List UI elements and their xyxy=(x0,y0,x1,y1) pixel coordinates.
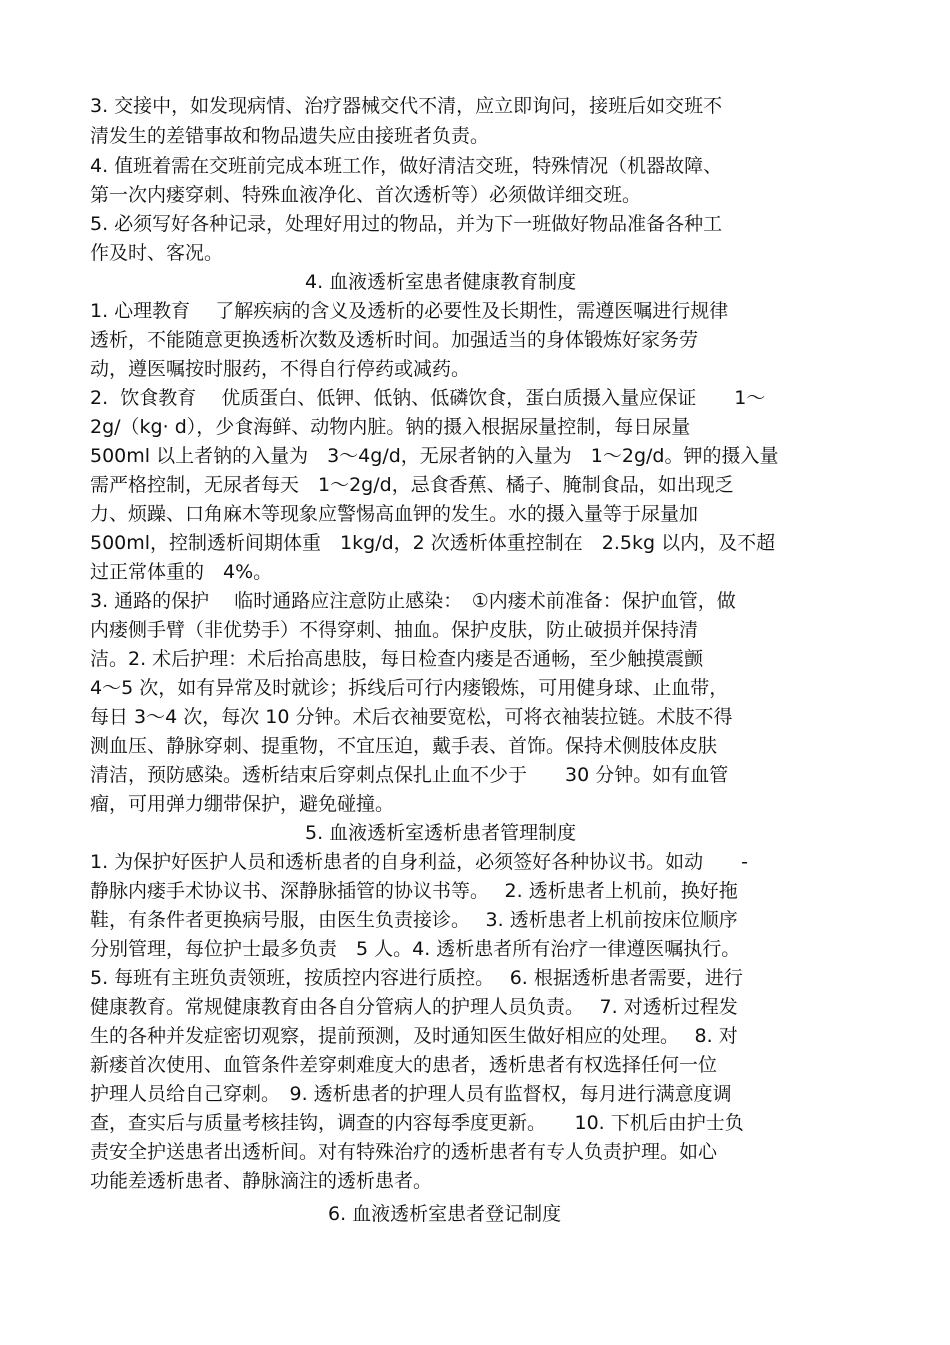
text-line: 内瘘侧手臂（非优势手）不得穿刺、抽血。保护皮肤，防止破损并保持清 xyxy=(90,619,699,641)
text-line: 健康教育。常规健康教育由各自分管病人的护理人员负责。 7. 对透析过程发 xyxy=(90,996,738,1018)
text-line: 护理人员给自己穿刺。 9. 透析患者的护理人员有监督权，每月进行满意度调 xyxy=(90,1083,732,1105)
text-line: 洁。2. 术后护理：术后抬高患肢，每日检查内瘘是否通畅，至少触摸震颤 xyxy=(90,648,704,670)
text-line: 分别管理，每位护士最多负责 5 人。4. 透析患者所有治疗一律遵医嘱执行。 xyxy=(90,938,741,960)
section-heading: 5. 血液透析室透析患者管理制度 xyxy=(305,822,577,844)
text-line: 透析，不能随意更换透析次数及透析时间。加强适当的身体锻炼好家务劳 xyxy=(90,329,699,351)
text-line: 动，遵医嘱按时服药，不得自行停药或减药。 xyxy=(90,358,471,380)
text-line: 500ml，控制透析间期体重 1kg/d，2 次透析体重控制在 2.5kg 以内，及不超 xyxy=(90,532,776,554)
text-line: 500ml 以上者钠的入量为 3～4g/d，无尿者钠的入量为 1～2g/d。钾的摄入量 xyxy=(90,445,779,467)
text-line: 3. 通路的保护 临时通路应注意防止感染： ①内瘘术前准备：保护血管，做 xyxy=(90,590,736,612)
text-line: 3. 交接中，如发现病情、治疗器械交代不清，应立即询问，接班后如交班不 xyxy=(90,95,723,117)
text-line: 静脉内瘘手术协议书、深静脉插管的协议书等。 2. 透析患者上机前，换好拖 xyxy=(90,880,738,902)
text-line: 第一次内瘘穿刺、特殊血液净化、首次透析等）必须做详细交班。 xyxy=(90,184,642,206)
text-line: 4. 值班着需在交班前完成本班工作，做好清洁交班，特殊情况（机器故障、 xyxy=(90,155,723,177)
text-line: 2g/（kg· d），少食海鲜、动物内脏。钠的摄入根据尿量控制，每日尿量 xyxy=(90,416,691,438)
text-line: 作及时、客况。 xyxy=(90,242,224,264)
text-line: 瘤，可用弹力绷带保护，避免碰撞。 xyxy=(90,793,395,815)
text-line: 5. 每班有主班负责领班，按质控内容进行质控。 6. 根据透析患者需要，进行 xyxy=(90,967,743,989)
text-line: 每日 3～4 次，每次 10 分钟。术后衣袖要宽松，可将衣袖装拉链。术肢不得 xyxy=(90,706,733,728)
text-line: 测血压、静脉穿刺、提重物，不宜压迫，戴手表、首饰。保持术侧肢体皮肤 xyxy=(90,735,718,757)
text-line: 责安全护送患者出透析间。对有特殊治疗的透析患者有专人负责护理。如心 xyxy=(90,1141,718,1163)
text-line: 清发生的差错事故和物品遗失应由接班者负责。 xyxy=(90,125,490,147)
text-line: 鞋，有条件者更换病号服，由医生负责接诊。 3. 透析患者上机前按床位顺序 xyxy=(90,909,738,931)
text-line: 过正常体重的 4%。 xyxy=(90,561,273,583)
text-line: 查，查实后与质量考核挂钩，调查的内容每季度更新。 10. 下机后由护士负 xyxy=(90,1112,744,1134)
text-line: 需严格控制，无尿者每天 1～2g/d，忌食香蕉、橘子、腌制食品，如出现乏 xyxy=(90,474,734,496)
text-line: 1. 心理教育 了解疾病的含义及透析的必要性及长期性，需遵医嘱进行规律 xyxy=(90,300,729,322)
text-line: 生的各种并发症密切观察，提前预测，及时通知医生做好相应的处理。 8. 对 xyxy=(90,1025,738,1047)
section-heading: 6. 血液透析室患者登记制度 xyxy=(328,1203,562,1225)
text-line: 新瘘首次使用、血管条件差穿刺难度大的患者，透析患者有权选择任何一位 xyxy=(90,1054,718,1076)
text-line: 力、烦躁、口角麻木等现象应警惕高血钾的发生。水的摄入量等于尿量加 xyxy=(90,503,699,525)
text-line: 1. 为保护好医护人员和透析患者的自身利益，必须签好各种协议书。如动 - xyxy=(90,851,749,873)
text-line: 4～5 次，如有异常及时就诊；拆线后可行内瘘锻炼，可用健身球、止血带， xyxy=(90,677,729,699)
text-line: 5. 必须写好各种记录，处理好用过的物品，并为下一班做好物品准备各种工 xyxy=(90,213,723,235)
section-heading: 4. 血液透析室患者健康教育制度 xyxy=(305,271,577,293)
text-line: 2. 饮食教育 优质蛋白、低钾、低钠、低磷饮食，蛋白质摄入量应保证 1～ xyxy=(90,387,766,409)
text-line: 功能差透析患者、静脉滴注的透析患者。 xyxy=(90,1170,433,1192)
text-line: 清洁，预防感染。透析结束后穿刺点保扎止血不少于 30 分钟。如有血管 xyxy=(90,764,729,786)
